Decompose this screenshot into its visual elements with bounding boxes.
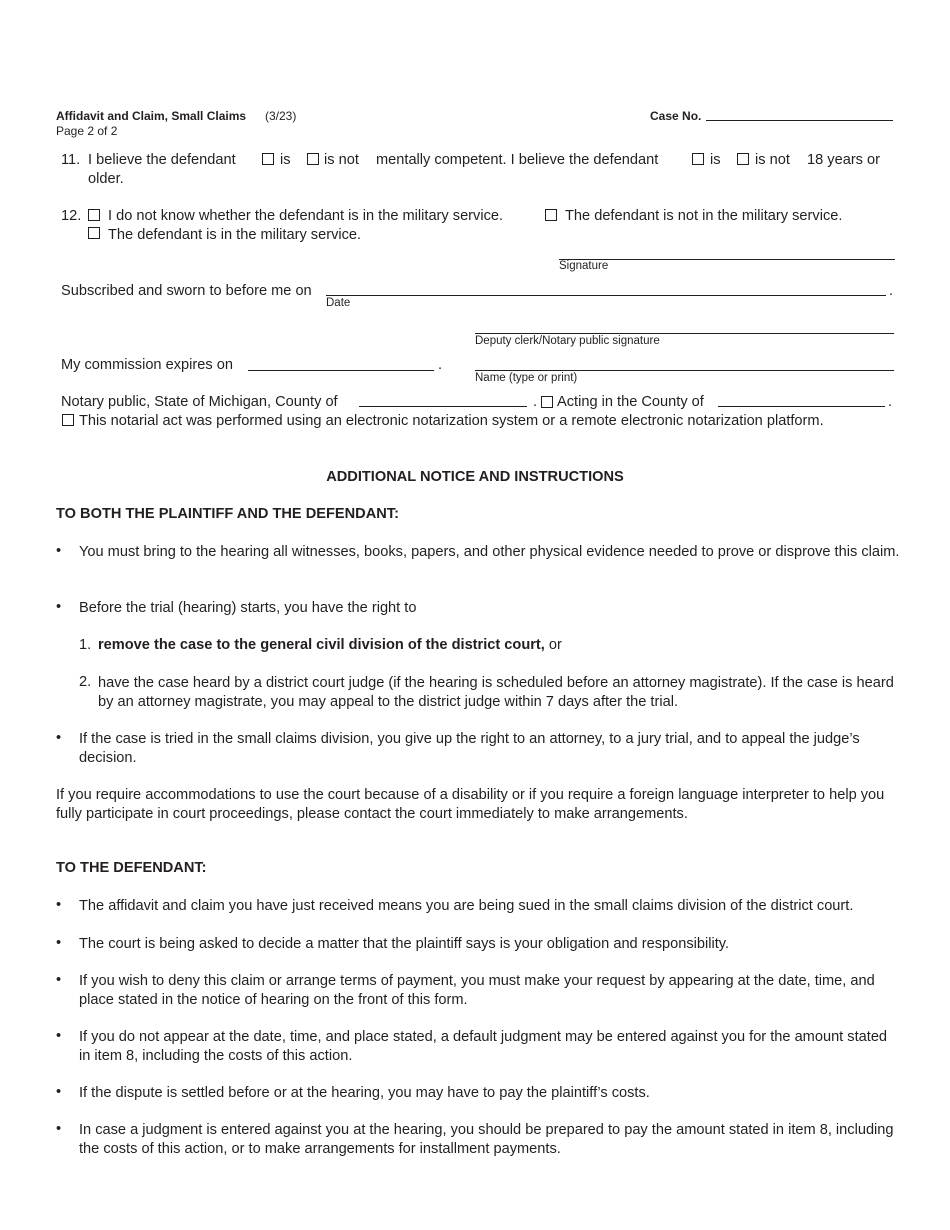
defendant-bullet-5: If the dispute is settled before or at the hearing, you may have to pay the plaintiff’s costs. [79,1085,650,1101]
deputy-signature-label: Deputy clerk/Notary public signature [475,335,660,347]
name-field[interactable] [475,370,894,371]
accommodation-paragraph: If you require accommodations to use the court because of a disability or if you require a foreign language interpreter to help you fully participate in court proceedings, please contact the court immediately to make arrangements. [56,787,885,822]
bullet: • [56,972,62,988]
military-is-checkbox[interactable] [88,227,100,239]
item-11-lead: I believe the defendant [88,152,236,168]
military-unknown-checkbox[interactable] [88,209,100,221]
age-is-not-checkbox[interactable] [737,153,749,165]
notice-heading: ADDITIONAL NOTICE AND INSTRUCTIONS [326,469,624,485]
sub-item-1-number: 1. [79,637,92,653]
commission-date-field[interactable] [248,370,434,371]
military-unknown-label: I do not know whether the defendant is in the military service. [108,208,504,224]
commission-label: My commission expires on [61,357,233,373]
age-is-not-label: is not [755,152,790,168]
case-no-label: Case No. [650,109,702,123]
sub-item-1-rest: or [544,637,562,653]
sub-item-1 [98,637,562,653]
item-12-number: 12. [61,208,82,224]
date-label: Date [326,297,351,309]
case-no-field[interactable] [706,120,893,121]
military-not-label: The defendant is not in the military service. [565,208,843,224]
competent-is-checkbox[interactable] [262,153,274,165]
deputy-signature-field[interactable] [475,333,894,334]
notary-county-field[interactable] [359,406,527,407]
bullet: • [56,1084,62,1100]
competent-is-not-label: is not [324,152,359,168]
sub-item-1-bold: remove the case to the general civil division of the district court, [98,637,545,653]
bullet: • [56,730,62,746]
electronic-notarization-checkbox[interactable] [62,414,74,426]
form-title: Affidavit and Claim, Small Claims [56,109,247,123]
both-parties-heading: TO BOTH THE PLAINTIFF AND THE DEFENDANT: [56,506,399,522]
bullet: • [56,543,62,559]
item-11-mid: mentally competent. I believe the defendant [376,152,659,168]
sworn-label: Subscribed and sworn to before me on [61,283,312,299]
name-label: Name (type or print) [475,372,578,384]
signature-label: Signature [559,260,609,272]
sworn-date-field[interactable] [326,295,886,296]
defendant-heading: TO THE DEFENDANT: [56,860,207,876]
notary-county-label: Notary public, State of Michigan, County of [61,394,338,410]
acting-county-label: Acting in the County of [557,394,704,410]
bullet: • [56,935,62,951]
defendant-bullet-2: The court is being asked to decide a matter that the plaintiff says is your obligation and responsibility. [79,936,730,952]
bullet: • [56,1028,62,1044]
sub-item-2: have the case heard by a district court judge (if the hearing is scheduled before an attorney magistrate). If the case is heard by an attorney magistrate, you may appeal to the district judge within 7 days after the trial. [98,675,894,710]
both-bullet-2: Before the trial (hearing) starts, you have the right to [79,600,417,616]
item-11-tail2: older. [88,171,124,187]
bullet: • [56,1121,62,1137]
age-is-label: is [710,152,721,168]
defendant-bullet-1: The affidavit and claim you have just received means you are being sued in the small claims division of the district court. [79,898,854,914]
page-number: Page 2 of 2 [56,124,118,138]
bullet: • [56,897,62,913]
military-not-checkbox[interactable] [545,209,557,221]
sub-item-2-number: 2. [79,674,92,690]
defendant-bullet-6: In case a judgment is entered against you at the hearing, you should be prepared to pay the amount stated in item 8, including the costs of this action, or to make arrangements for installment payments. [79,1122,894,1157]
item-11-number: 11. [61,152,81,168]
bullet: • [56,599,62,615]
defendant-bullet-3: If you wish to deny this claim or arrange terms of payment, you must make your request by appearing at the date, time, and place stated in the notice of hearing on the front of this form. [79,973,875,1008]
both-bullet-1: You must bring to the hearing all witnesses, books, papers, and other physical evidence needed to prove or disprove this claim. [79,544,900,560]
competent-is-label: is [280,152,291,168]
competent-is-not-checkbox[interactable] [307,153,319,165]
item-11-tail: 18 years or [807,152,881,168]
both-bullet-3: If the case is tried in the small claims division, you give up the right to an attorney, to a jury trial, and to appeal the judge’s decision. [79,731,860,766]
military-is-label: The defendant is in the military service. [108,227,362,243]
electronic-notarization-label: This notarial act was performed using an electronic notarization system or a remote electronic notarization platform. [79,413,824,429]
age-is-checkbox[interactable] [692,153,704,165]
acting-county-checkbox[interactable] [541,396,553,408]
signature-field[interactable] [559,259,895,260]
defendant-bullet-4: If you do not appear at the date, time, and place stated, a default judgment may be entered against you for the amount stated in item 8, including the costs of this action. [79,1029,888,1064]
acting-county-field[interactable] [718,406,885,407]
form-revision: (3/23) [265,109,297,123]
